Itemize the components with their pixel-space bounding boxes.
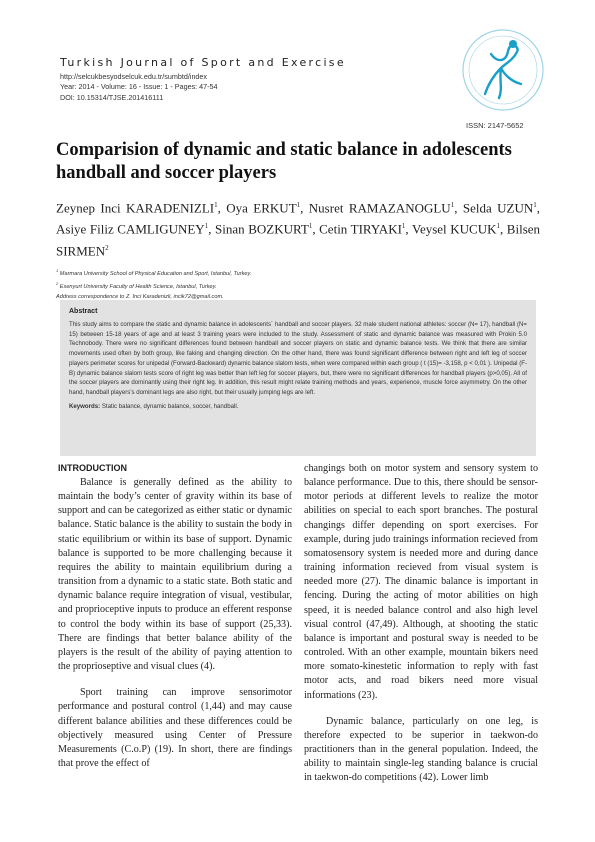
abstract-body: This study aims to compare the static and dynamic balance in adolescents´ handball and soccer players. 32 male student national athletes: soccer (N= 17), handball (N= 15) between 15-18 years of age and at least 3 training years were included to the study. Assessment of static and dynamic balance was measured with Prokin 5.0 Technobody. There were no significant differences found between handball and soccer players on static and dynamic balance tests. We think that there are similar movements used often by both group, like faking and changing direction. On the other hand, there was found significant difference between right and left leg of soccer players perimeter scores for unipedal (Forward-Backward) dynamic balance slalom tests, when were compared within each group ( t (15)= -3,158, p < 0,01 ). Unipedal (F-B) dynamic balance slalom tests score of right leg was better than left leg for soccer players, but, there were no significant differences for handball players (p>0,05). All of the soccer players are dominantly using their right leg. In addition, this result might relate training methods and years, experience, muscle force asymmetry. On the other hand, handball players's dominant legs are also right, but their usually jumping legs are left. — [69, 321, 527, 396]
author-affiliation-marker: 1 — [401, 222, 406, 231]
author-name: Sinan BOZKURT — [215, 221, 309, 237]
author-affiliation-marker: 1 — [450, 201, 455, 209]
issue-info: Year: 2014 - Volume: 16 - Issue: 1 - Pages: 47-54 — [60, 82, 218, 91]
section-heading-introduction: INTRODUCTION — [58, 463, 127, 473]
author-name: Nusret RAMAZANOGLU — [308, 200, 451, 216]
keywords-label: Keywords: — [69, 402, 101, 410]
correspondence: Address correspondence to Z. Inci Karadenizli, incik72@gmail.com. — [56, 293, 224, 300]
author-name: Veysel KUCUK — [412, 221, 497, 237]
author-name: Oya ERKUT — [226, 200, 297, 216]
author-name: Zeynep Inci KARADENIZLI — [56, 200, 215, 216]
keywords — [69, 403, 527, 410]
keywords-text: Static balance, dynamic balance, soccer, handball. — [101, 402, 239, 410]
author-name: Cetin TIRYAKI — [319, 221, 402, 237]
affiliation-1: $^1$ Marmara University School of Physical Education and Sport, Istanbul, Turkey. — [56, 268, 252, 277]
abstract-heading: Abstract — [69, 308, 98, 315]
author-name: Asiye Filiz CAMLIGUNEY — [56, 221, 205, 237]
journal-name: Turkish Journal of Sport and Exercise — [60, 56, 346, 69]
author-list: Zeynep Inci KARADENIZLI$^1$, Oya ERKUT$^1$, Nusret RAMAZANOGLU$^1$, Selda UZUN$^1$, Asiye Filiz CAMLIGUNEY$^1$, Sinan BOZKURT$^1$, Cetin TIRYAKI$^1$, Veysel KUCUK$^1$, Bilsen SIRMEN$^2$ — [56, 200, 541, 258]
body-column-right — [304, 462, 538, 797]
journal-url[interactable]: http://selcukbesyodselcuk.edu.tr/sumbtd/index — [60, 72, 208, 81]
affiliations — [56, 266, 540, 302]
paragraph: Sport training can improve sensorimotor performance and postural control (1,44) and may cause different balance abilities and these differences could be objectively measured using Center of Pressure Measurements (C.o.P) (19). In short, there are findings that prove the effect of — [58, 687, 292, 769]
author-affiliation-marker: 2 — [105, 243, 109, 252]
affiliation-2: $^2$ Esenyurt University Faculty of Health Science, Istanbul, Turkey. — [56, 281, 217, 291]
author-name: Bilsen SIRMEN — [56, 221, 541, 258]
journal-logo-icon — [455, 24, 551, 120]
author-affiliation-marker: 1 — [308, 222, 313, 231]
paragraph: Dynamic balance, particularly on one leg, is therefore expected to be superior in taekwon-do practitioners than in the general population. Indeed, the ability to maintain single-leg standing balance is crucial in taekwon-do competitions (42). Lower limb — [304, 715, 538, 784]
author-affiliation-marker: 1 — [296, 201, 301, 209]
author-affiliation-marker: 1 — [204, 222, 209, 231]
doi: DOI: 10.15314/TJSE.201416111 — [60, 93, 164, 102]
paper-title: Comparision of dynamic and static balance in adolescents handball and soccer players — [56, 140, 512, 183]
author-affiliation-marker: 1 — [214, 201, 218, 209]
body-column-left — [58, 462, 292, 783]
author-affiliation-marker: 1 — [496, 222, 500, 231]
paragraph: changings both on motor system and sensory system to balance performance. Due to this, there should be sensor-motor periods at different levels to realize the motor abilities on special to each sport branches. The postural changings differ depending on sport exercises. For example, during judo trainings information recieved from somatosensory system is needed more and during dance training information recieved from visual system is needed more (27). The dinamic balance is important in fencing. During the acting of motor abilities on high speed, it is needed balance control and also high level visual control (47,49). Although, at shooting the static balance is important and postural sway is needed to be controled. With an other example, mountain bikers need more somato-kinestetic information to reply with fast motor acts, and road bikers need more visual informations (23). — [304, 463, 538, 701]
paragraph: Balance is generally defined as the ability to maintain the body’s center of gravity within its base of support and can be categorized as either static or dynamic balance. Static balance is the ability to sustain the body in static equilibrium or within its base of support. Dynamic balance is supported to be more challenging because it requires the ability to maintain equilibrium during a transition from a dynamic to a static state. Both static and dynamic balance require integration of visual, vestibular, and proprioceptive inputs to produce an efferent response to control the body within its base of support (25,33). There are findings that better balance ability of the players is the result of the ability of paying attention to the proprioseptive and visual clues (4). — [58, 477, 292, 673]
abstract-box — [60, 300, 536, 456]
author-affiliation-marker: 1 — [533, 201, 537, 209]
author-name: Selda UZUN — [462, 200, 534, 216]
issn: ISSN: 2147-5652 — [466, 121, 524, 130]
